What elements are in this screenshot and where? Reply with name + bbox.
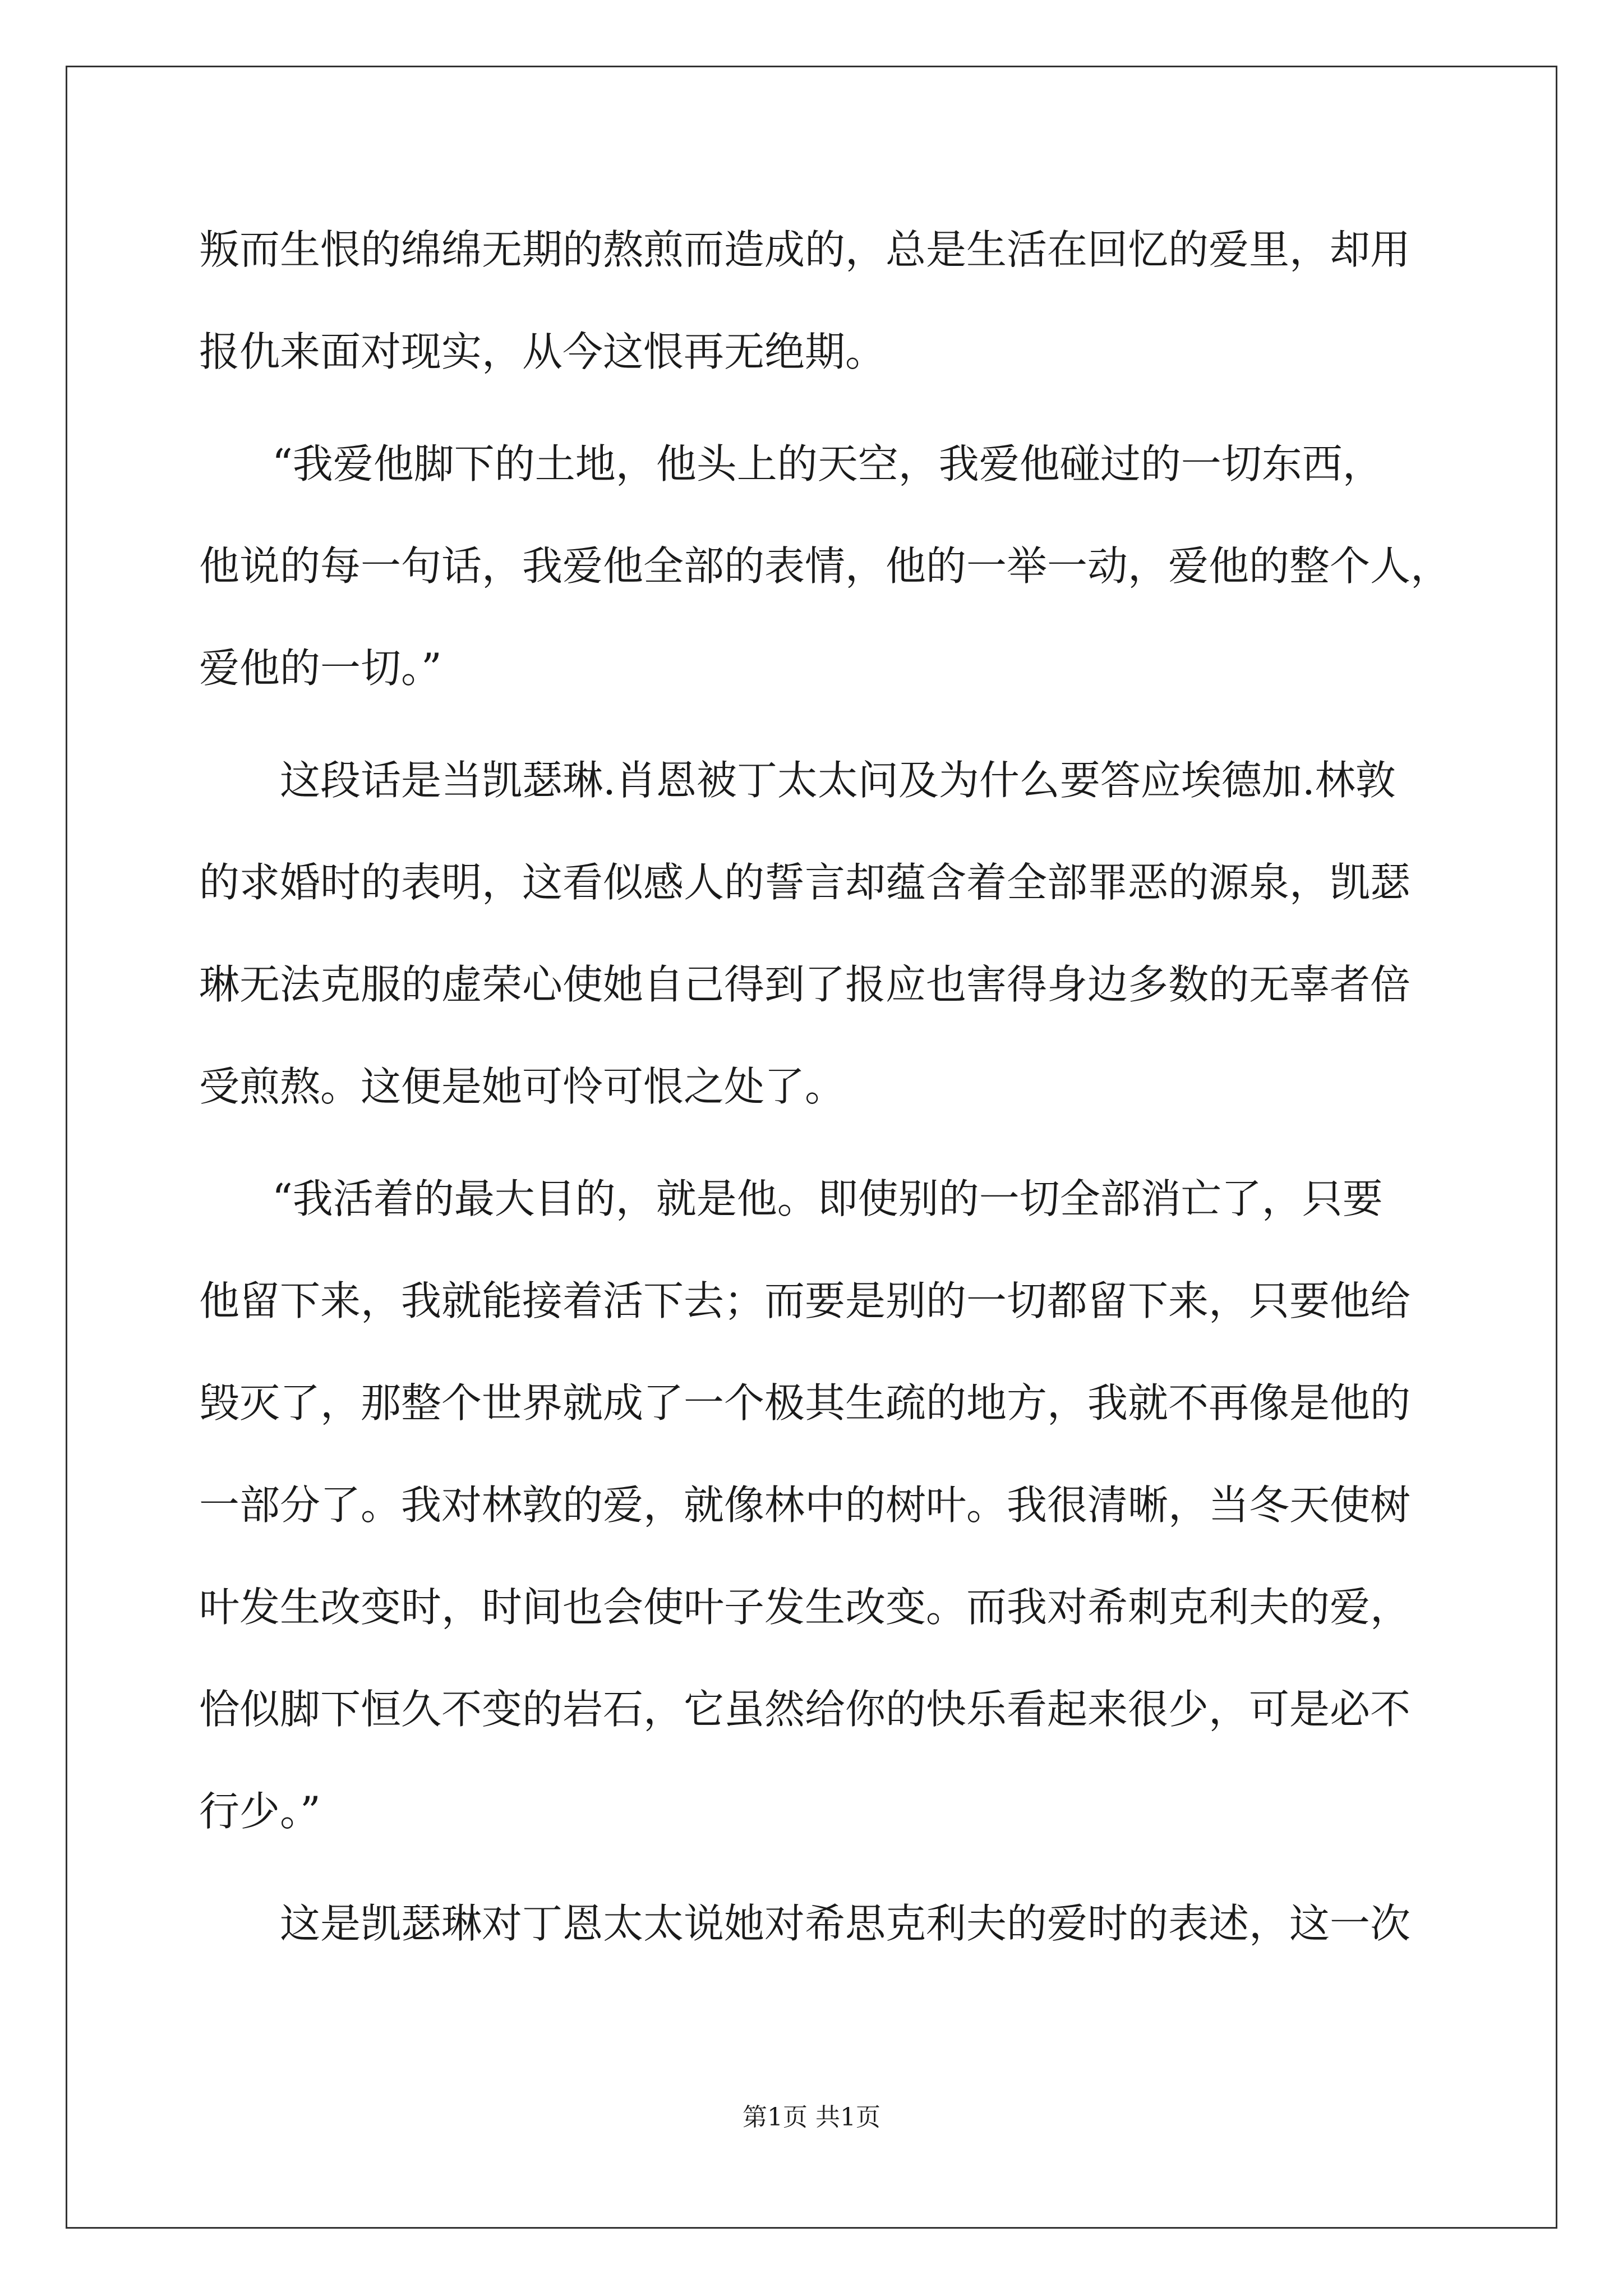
text-line: 叛而生恨的绵绵无期的熬煎而造成的，总是生活在回忆的爱里，却用	[199, 226, 1411, 273]
page-number-footer: 第1页 共1页	[743, 2103, 880, 2132]
text-line: 受煎熬。这便是她可怜可恨之处了。	[199, 1063, 846, 1110]
text-line: “我活着的最大目的，就是他。即使别的一切全部消亡了，只要	[272, 1175, 1383, 1222]
text-line: 他说的每一句话，我爱他全部的表情，他的一举一动，爱他的整个人，	[199, 542, 1451, 590]
text-line: “我爱他脚下的土地，他头上的天空，我爱他碰过的一切东西，	[272, 440, 1383, 487]
document-body	[199, 213, 1451, 1989]
text-line: 这是凯瑟琳对丁恩太太说她对希思克利夫的爱时的表述，这一次	[280, 1900, 1411, 1947]
text-line: 的求婚时的表明，这看似感人的誓言却蕴含着全部罪恶的源泉，凯瑟	[199, 859, 1411, 906]
text-line: 琳无法克服的虚荣心使她自己得到了报应也害得身边多数的无辜者倍	[199, 961, 1411, 1008]
text-line: 行少。”	[199, 1788, 321, 1835]
text-line: 叶发生改变时，时间也会使叶子发生改变。而我对希刺克利夫的爱，	[199, 1584, 1411, 1631]
text-line: 恰似脚下恒久不变的岩石，它虽然给你的快乐看起来很少，可是必不	[199, 1686, 1411, 1733]
text-line: 爱他的一切。”	[199, 645, 442, 692]
text-line: 一部分了。我对林敦的爱，就像林中的树叶。我很清晰，当冬天使树	[199, 1481, 1411, 1529]
text-line: 报仇来面对现实，从今这恨再无绝期。	[199, 328, 886, 375]
text-line: 毁灭了，那整个世界就成了一个极其生疏的地方，我就不再像是他的	[199, 1379, 1411, 1427]
text-line: 他留下来，我就能接着活下去；而要是别的一切都留下来，只要他给	[199, 1277, 1411, 1324]
text-line: 这段话是当凯瑟琳.肖恩被丁太太问及为什么要答应埃德加.林敦	[280, 757, 1396, 804]
